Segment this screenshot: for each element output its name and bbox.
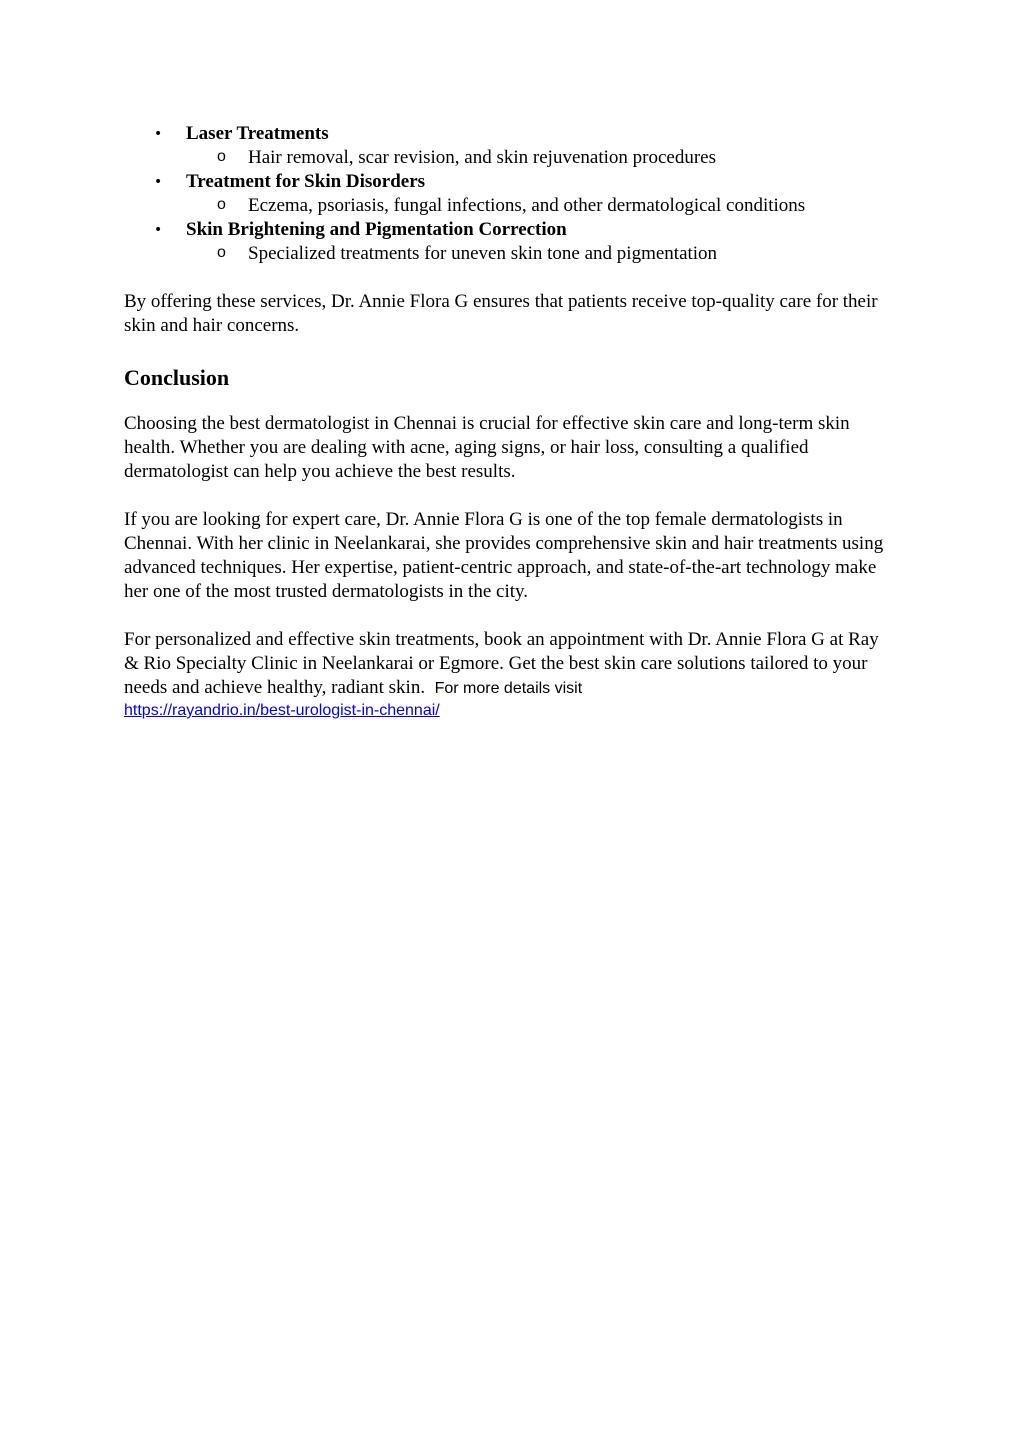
section-heading: Conclusion bbox=[124, 365, 230, 390]
details-link[interactable]: https://rayandrio.in/best-urologist-in-chennai/ bbox=[124, 702, 440, 719]
bullet-icon: • bbox=[154, 126, 163, 142]
list-item bbox=[186, 146, 894, 170]
service-title: Treatment for Skin Disorders bbox=[186, 171, 426, 192]
service-detail: Specialized treatments for uneven skin tone and pigmentation bbox=[248, 243, 718, 264]
service-title: Skin Brightening and Pigmentation Correction bbox=[186, 219, 567, 240]
service-sublist bbox=[186, 194, 894, 218]
list-item bbox=[124, 122, 894, 170]
list-item bbox=[124, 218, 894, 266]
intro-paragraph: By offering these services, Dr. Annie Flora G ensures that patients receive top-quality care for their skin and hair concerns. bbox=[124, 291, 878, 336]
closing-text: For personalized and effective skin treatments, book an appointment with Dr. Annie Flora G at Ray & Rio Specialty Clinic in Neelankarai or Egmore. Get the best skin care solutions tailored to your needs and achieve healthy, radiant skin. bbox=[124, 629, 879, 698]
list-item bbox=[186, 242, 894, 266]
bullet-icon: • bbox=[154, 222, 163, 238]
conclusion-paragraph: If you are looking for expert care, Dr. Annie Flora G is one of the top female dermatologists in Chennai. With her clinic in Neelankarai, she provides comprehensive skin and hair treatments using advanced techniques. Her expertise, patient-centric approach, and state-of-the-art technology make her one of the most trusted dermatologists in the city. bbox=[124, 509, 884, 602]
service-detail: Hair removal, scar revision, and skin rejuvenation procedures bbox=[248, 147, 716, 168]
sub-bullet-icon: o bbox=[217, 148, 226, 165]
list-item bbox=[186, 194, 894, 218]
service-title: Laser Treatments bbox=[186, 123, 329, 144]
bullet-icon: • bbox=[154, 174, 163, 190]
sub-bullet-icon: o bbox=[217, 196, 226, 213]
more-details-label: For more details visit bbox=[434, 680, 583, 697]
sub-bullet-icon: o bbox=[217, 244, 226, 261]
services-list bbox=[124, 122, 894, 266]
service-sublist bbox=[186, 242, 894, 266]
service-sublist bbox=[186, 146, 894, 170]
list-item bbox=[124, 170, 894, 218]
conclusion-paragraph: Choosing the best dermatologist in Chennai is crucial for effective skin care and long-term skin health. Whether you are dealing with acne, aging signs, or hair loss, consulting a qualified dermatologist can help you achieve the best results. bbox=[124, 413, 850, 482]
service-detail: Eczema, psoriasis, fungal infections, and other dermatological conditions bbox=[248, 195, 806, 216]
page-content bbox=[124, 122, 894, 721]
closing-paragraph bbox=[124, 628, 894, 721]
